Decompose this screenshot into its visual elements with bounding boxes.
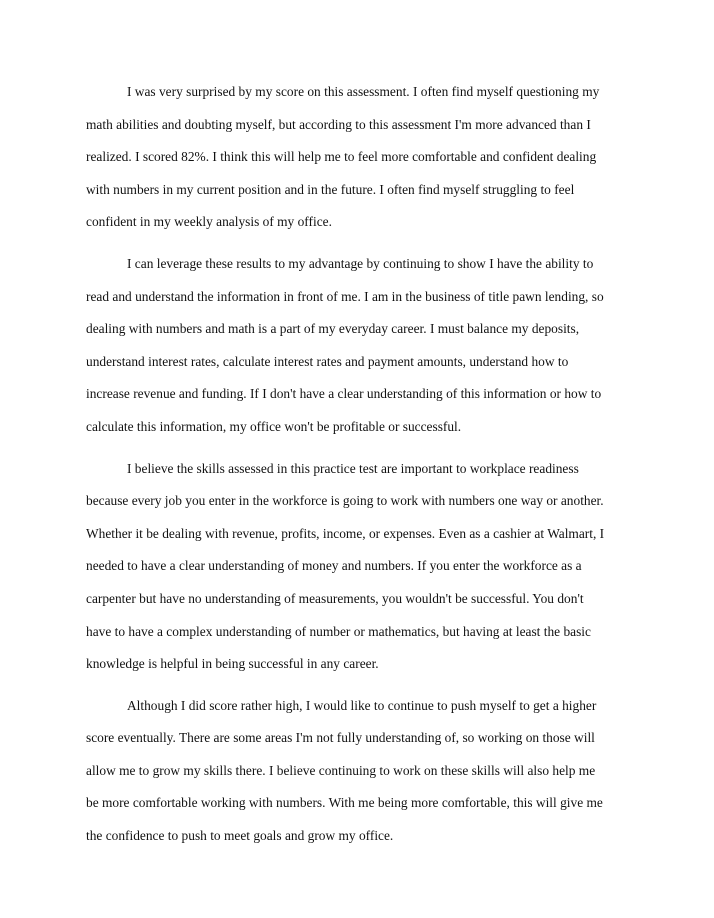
text-line: score eventually. There are some areas I'm not fully understanding of, so working on those will [86, 730, 595, 746]
text-line: carpenter but have no understanding of measurements, you wouldn't be successful. You don't [86, 590, 584, 606]
text-line: allow me to grow my skills there. I believe continuing to work on these skills will also help me [86, 762, 596, 778]
text-line: realized. I scored 82%. I think this will help me to feel more comfortable and confident dealing [86, 149, 597, 165]
text-line: math abilities and doubting myself, but according to this assessment I'm more advanced than I [86, 116, 591, 132]
text-line: confident in my weekly analysis of my office. [86, 214, 332, 230]
text-line: I was very surprised by my score on this assessment. I often find myself questioning my [127, 84, 600, 99]
text-line: read and understand the information in front of me. I am in the business of title pawn lending, so [86, 288, 604, 304]
text-line: calculate this information, my office won't be profitable or successful. [86, 418, 462, 434]
paragraph-2 [86, 248, 638, 444]
text-line: understand interest rates, calculate interest rates and payment amounts, understand how to [86, 353, 569, 369]
paragraph-4 [86, 690, 638, 853]
text-line: dealing with numbers and math is a part of my everyday career. I must balance my deposits, [86, 321, 580, 337]
text-line: the confidence to push to meet goals and grow my office. [86, 828, 394, 844]
text-line: have to have a complex understanding of number or mathematics, but having at least the basic [86, 623, 591, 639]
text-line: because every job you enter in the workforce is going to work with numbers one way or another. [86, 493, 604, 509]
text-line: increase revenue and funding. If I don't have a clear understanding of this information or how to [86, 386, 602, 402]
text-line: needed to have a clear understanding of money and numbers. If you enter the workforce as a [86, 558, 582, 574]
text-line: be more comfortable working with numbers. With me being more comfortable, this will give me [86, 795, 603, 811]
text-line: Although I did score rather high, I would like to continue to push myself to get a higher [127, 697, 597, 713]
text-line: I can leverage these results to my advantage by continuing to show I have the ability to [127, 255, 594, 271]
text-line: Whether it be dealing with revenue, profits, income, or expenses. Even as a cashier at Walmart, I [86, 525, 605, 541]
document-body [86, 76, 638, 862]
text-line: with numbers in my current position and in the future. I often find myself struggling to feel [86, 181, 575, 197]
paragraph-3 [86, 453, 638, 681]
text-line: I believe the skills assessed in this practice test are important to workplace readiness [127, 460, 579, 476]
paragraph-1 [86, 76, 638, 239]
text-line: knowledge is helpful in being successful in any career. [86, 656, 379, 672]
